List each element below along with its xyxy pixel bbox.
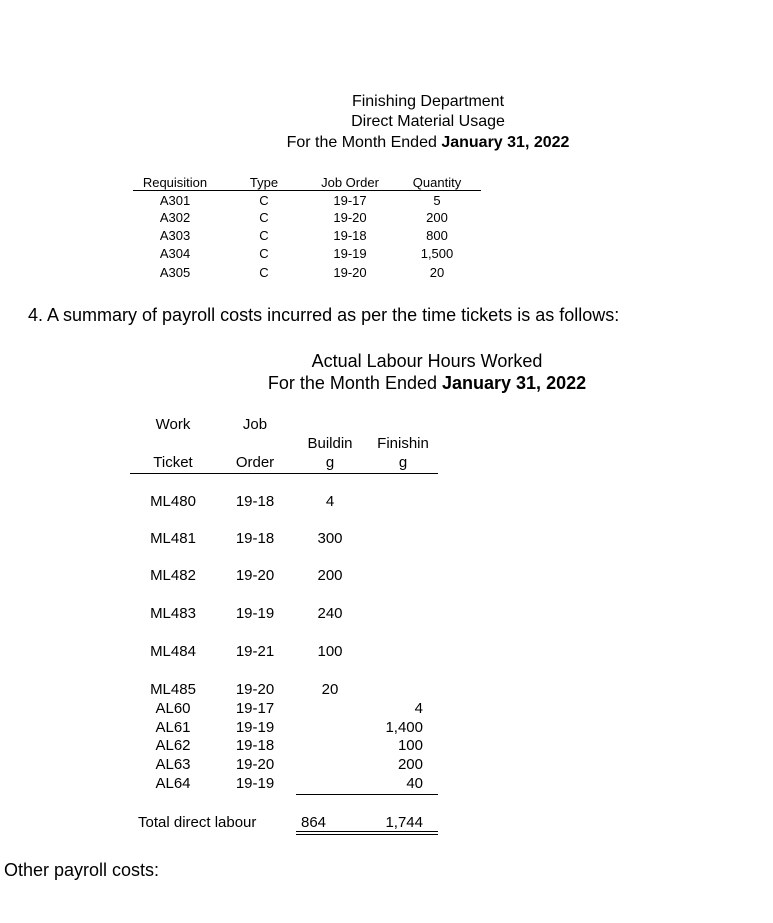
material-header-type: Type [249, 175, 279, 190]
header-job: Job [242, 416, 268, 433]
material-title-date: January 31, 2022 [441, 134, 570, 151]
labour-cell-order: 19-18 [235, 737, 275, 754]
labour-cell-ticket: AL63 [155, 756, 191, 773]
material-cell-quantity: 1,500 [420, 246, 454, 261]
material-cell-requisition: A305 [159, 265, 191, 280]
labour-cell-ticket: ML480 [150, 493, 196, 510]
labour-cell-ticket: ML485 [150, 681, 196, 698]
total-finishing-value: 1,744 [385, 814, 423, 831]
other-payroll-label: Other payroll costs: [4, 860, 160, 880]
header-order: Order [235, 454, 275, 471]
labour-cell-finishing: 40 [406, 775, 423, 792]
labour-title-prefix: For the Month Ended [267, 373, 442, 393]
labour-cell-building: 300 [317, 530, 343, 547]
labour-header-rule [130, 473, 438, 474]
labour-cell-order: 19-20 [235, 681, 275, 698]
payroll-intro-text: 4. A summary of payroll costs incurred as per the time tickets is as follows: [28, 305, 620, 325]
header-finishing-part-1: Finishin [377, 435, 429, 452]
total-double-rule-top [296, 831, 438, 832]
labour-cell-ticket: AL61 [155, 719, 191, 736]
material-title-prefix: For the Month Ended [286, 134, 442, 151]
labour-title-line-1: Actual Labour Hours Worked [311, 351, 543, 371]
header-work: Work [155, 416, 191, 433]
material-cell-job-order: 19-18 [333, 228, 367, 243]
material-header-rule [133, 190, 481, 191]
material-cell-quantity: 5 [433, 193, 441, 208]
labour-cell-building: 20 [321, 681, 339, 698]
material-cell-requisition: A302 [159, 210, 191, 225]
labour-cell-ticket: ML481 [150, 530, 196, 547]
header-building-part-2: g [325, 454, 335, 471]
header-ticket: Ticket [153, 454, 193, 471]
material-cell-requisition: A301 [159, 193, 191, 208]
material-cell-type: C [259, 265, 269, 280]
material-cell-type: C [259, 228, 269, 243]
labour-cell-finishing: 1,400 [385, 719, 423, 736]
labour-cell-ticket: ML484 [150, 643, 196, 660]
labour-cell-ticket: ML483 [150, 605, 196, 622]
material-cell-quantity: 200 [426, 210, 448, 225]
material-cell-job-order: 19-20 [333, 210, 367, 225]
labour-cell-order: 19-17 [235, 700, 275, 717]
total-direct-labour-label: Total direct labour [138, 814, 257, 831]
labour-cell-building: 240 [317, 605, 343, 622]
header-finishing-part-2: g [398, 454, 408, 471]
material-cell-job-order: 19-19 [333, 246, 367, 261]
labour-cell-building: 100 [317, 643, 343, 660]
labour-cell-order: 19-18 [235, 530, 275, 547]
material-cell-job-order: 19-17 [333, 193, 367, 208]
material-cell-quantity: 800 [426, 228, 448, 243]
total-double-rule-bottom [296, 834, 438, 835]
material-cell-job-order: 19-20 [333, 265, 367, 280]
material-header-quantity: Quantity [412, 175, 462, 190]
material-title-line-2: Direct Material Usage [351, 113, 505, 130]
labour-cell-order: 19-21 [235, 643, 275, 660]
material-header-job-order: Job Order [321, 175, 379, 190]
labour-cell-order: 19-19 [235, 775, 275, 792]
labour-cell-ticket: AL64 [155, 775, 191, 792]
material-cell-requisition: A304 [159, 246, 191, 261]
total-building-value: 864 [301, 814, 327, 831]
labour-cell-order: 19-20 [235, 756, 275, 773]
labour-title-line-2 [0, 372, 773, 394]
labour-cell-finishing: 200 [397, 756, 423, 773]
material-cell-type: C [259, 193, 269, 208]
labour-title-date: January 31, 2022 [442, 373, 587, 393]
labour-cell-order: 19-20 [235, 567, 275, 584]
material-cell-type: C [259, 210, 269, 225]
labour-cell-ticket: AL60 [155, 700, 191, 717]
labour-cell-ticket: AL62 [155, 737, 191, 754]
material-cell-quantity: 20 [429, 265, 445, 280]
labour-cell-order: 19-19 [235, 605, 275, 622]
labour-cell-finishing: 4 [414, 700, 423, 717]
labour-cell-order: 19-18 [235, 493, 275, 510]
subtotal-rule [296, 794, 438, 795]
labour-cell-building: 4 [325, 493, 335, 510]
labour-cell-finishing: 100 [397, 737, 423, 754]
header-building-part-1: Buildin [307, 435, 353, 452]
material-cell-type: C [259, 246, 269, 261]
material-title-line-3 [0, 133, 773, 153]
material-title-line-1: Finishing Department [351, 93, 505, 110]
material-header-requisition: Requisition [142, 175, 208, 190]
labour-cell-building: 200 [317, 567, 343, 584]
material-cell-requisition: A303 [159, 228, 191, 243]
labour-cell-ticket: ML482 [150, 567, 196, 584]
labour-cell-order: 19-19 [235, 719, 275, 736]
